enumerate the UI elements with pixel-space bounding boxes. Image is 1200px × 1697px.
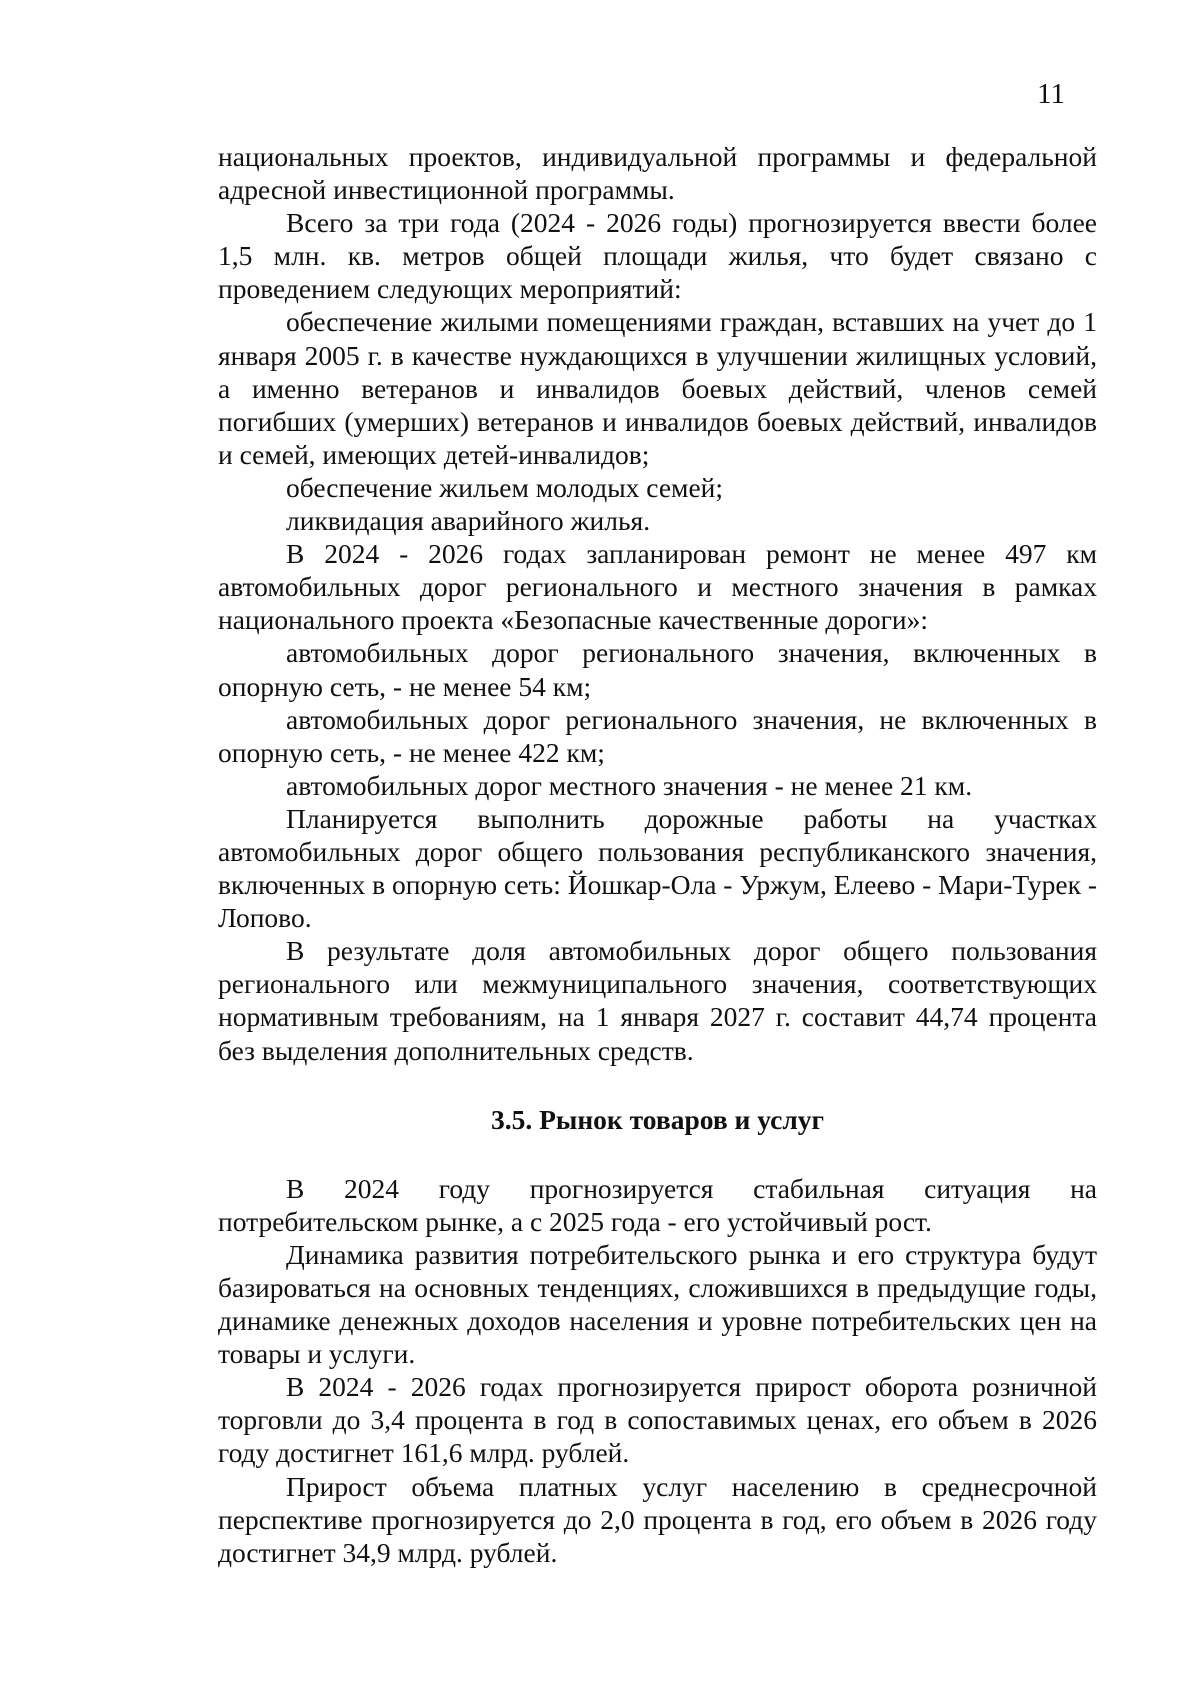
paragraph: Всего за три года (2024 - 2026 годы) прогнозируется ввести более 1,5 млн. кв. метров общей площади жилья, что будет связано с проведением следующих мероприятий: <box>218 207 1097 305</box>
paragraph: национальных проектов, индивидуальной программы и федеральной адресной инвестиционной программы. <box>218 141 1097 206</box>
paragraph: Планируется выполнить дорожные работы на участках автомобильных дорог общего пользования республиканского значения, включенных в опорную сеть: Йошкар-Ола - Уржум, Елеево - Мари-Турек - Лопово. <box>218 802 1097 934</box>
paragraph: В 2024 - 2026 годах запланирован ремонт не менее 497 км автомобильных дорог регионального и местного значения в рамках национального проекта «Безопасные качественные дороги»: <box>218 538 1097 636</box>
paragraph: В 2024 - 2026 годах прогнозируется прирост оборота розничной торговли до 3,4 процента в год в сопоставимых ценах, его объем в 2026 году достигнет 161,6 млрд. рублей. <box>218 1371 1097 1469</box>
list-item: обеспечение жилыми помещениями граждан, вставших на учет до 1 января 2005 г. в качестве нуждающихся в улучшении жилищных условий, а именно ветеранов и инвалидов боевых действий, членов семей погибших (умерших) ветеранов и инвалидов боевых действий, инвалидов и семей, имеющих детей-инвалидов; <box>218 306 1097 470</box>
list-item: автомобильных дорог регионального значения, включенных в опорную сеть, - не менее 54 км; <box>218 637 1097 702</box>
document-body <box>218 140 1097 1569</box>
list-item: автомобильных дорог регионального значения, не включенных в опорную сеть, - не менее 422 км; <box>218 703 1097 768</box>
list-item: автомобильных дорог местного значения - не менее 21 км. <box>286 769 973 801</box>
page-number: 11 <box>1037 78 1065 110</box>
paragraph: Прирост объема платных услуг населению в среднесрочной перспективе прогнозируется до 2,0 процента в год, его объем в 2026 году достигнет 34,9 млрд. рублей. <box>218 1470 1097 1568</box>
paragraph: В результате доля автомобильных дорог общего пользования регионального или межмуниципального значения, соответствующих нормативным требованиям, на 1 января 2027 г. составит 44,74 процента без выделения дополнительных средств. <box>218 935 1097 1066</box>
list-item: ликвидация аварийного жилья. <box>286 505 651 537</box>
list-item: обеспечение жильем молодых семей; <box>286 471 724 503</box>
paragraph: Динамика развития потребительского рынка и его структура будут базироваться на основных тенденциях, сложившихся в предыдущие годы, динамике денежных доходов населения и уровне потребительских цен на товары и услуги. <box>218 1238 1097 1370</box>
paragraph: В 2024 году прогнозируется стабильная ситуация на потребительском рынке, а с 2025 года - его устойчивый рост. <box>218 1172 1097 1237</box>
section-heading: 3.5. Рынок товаров и услуг <box>490 1103 825 1135</box>
